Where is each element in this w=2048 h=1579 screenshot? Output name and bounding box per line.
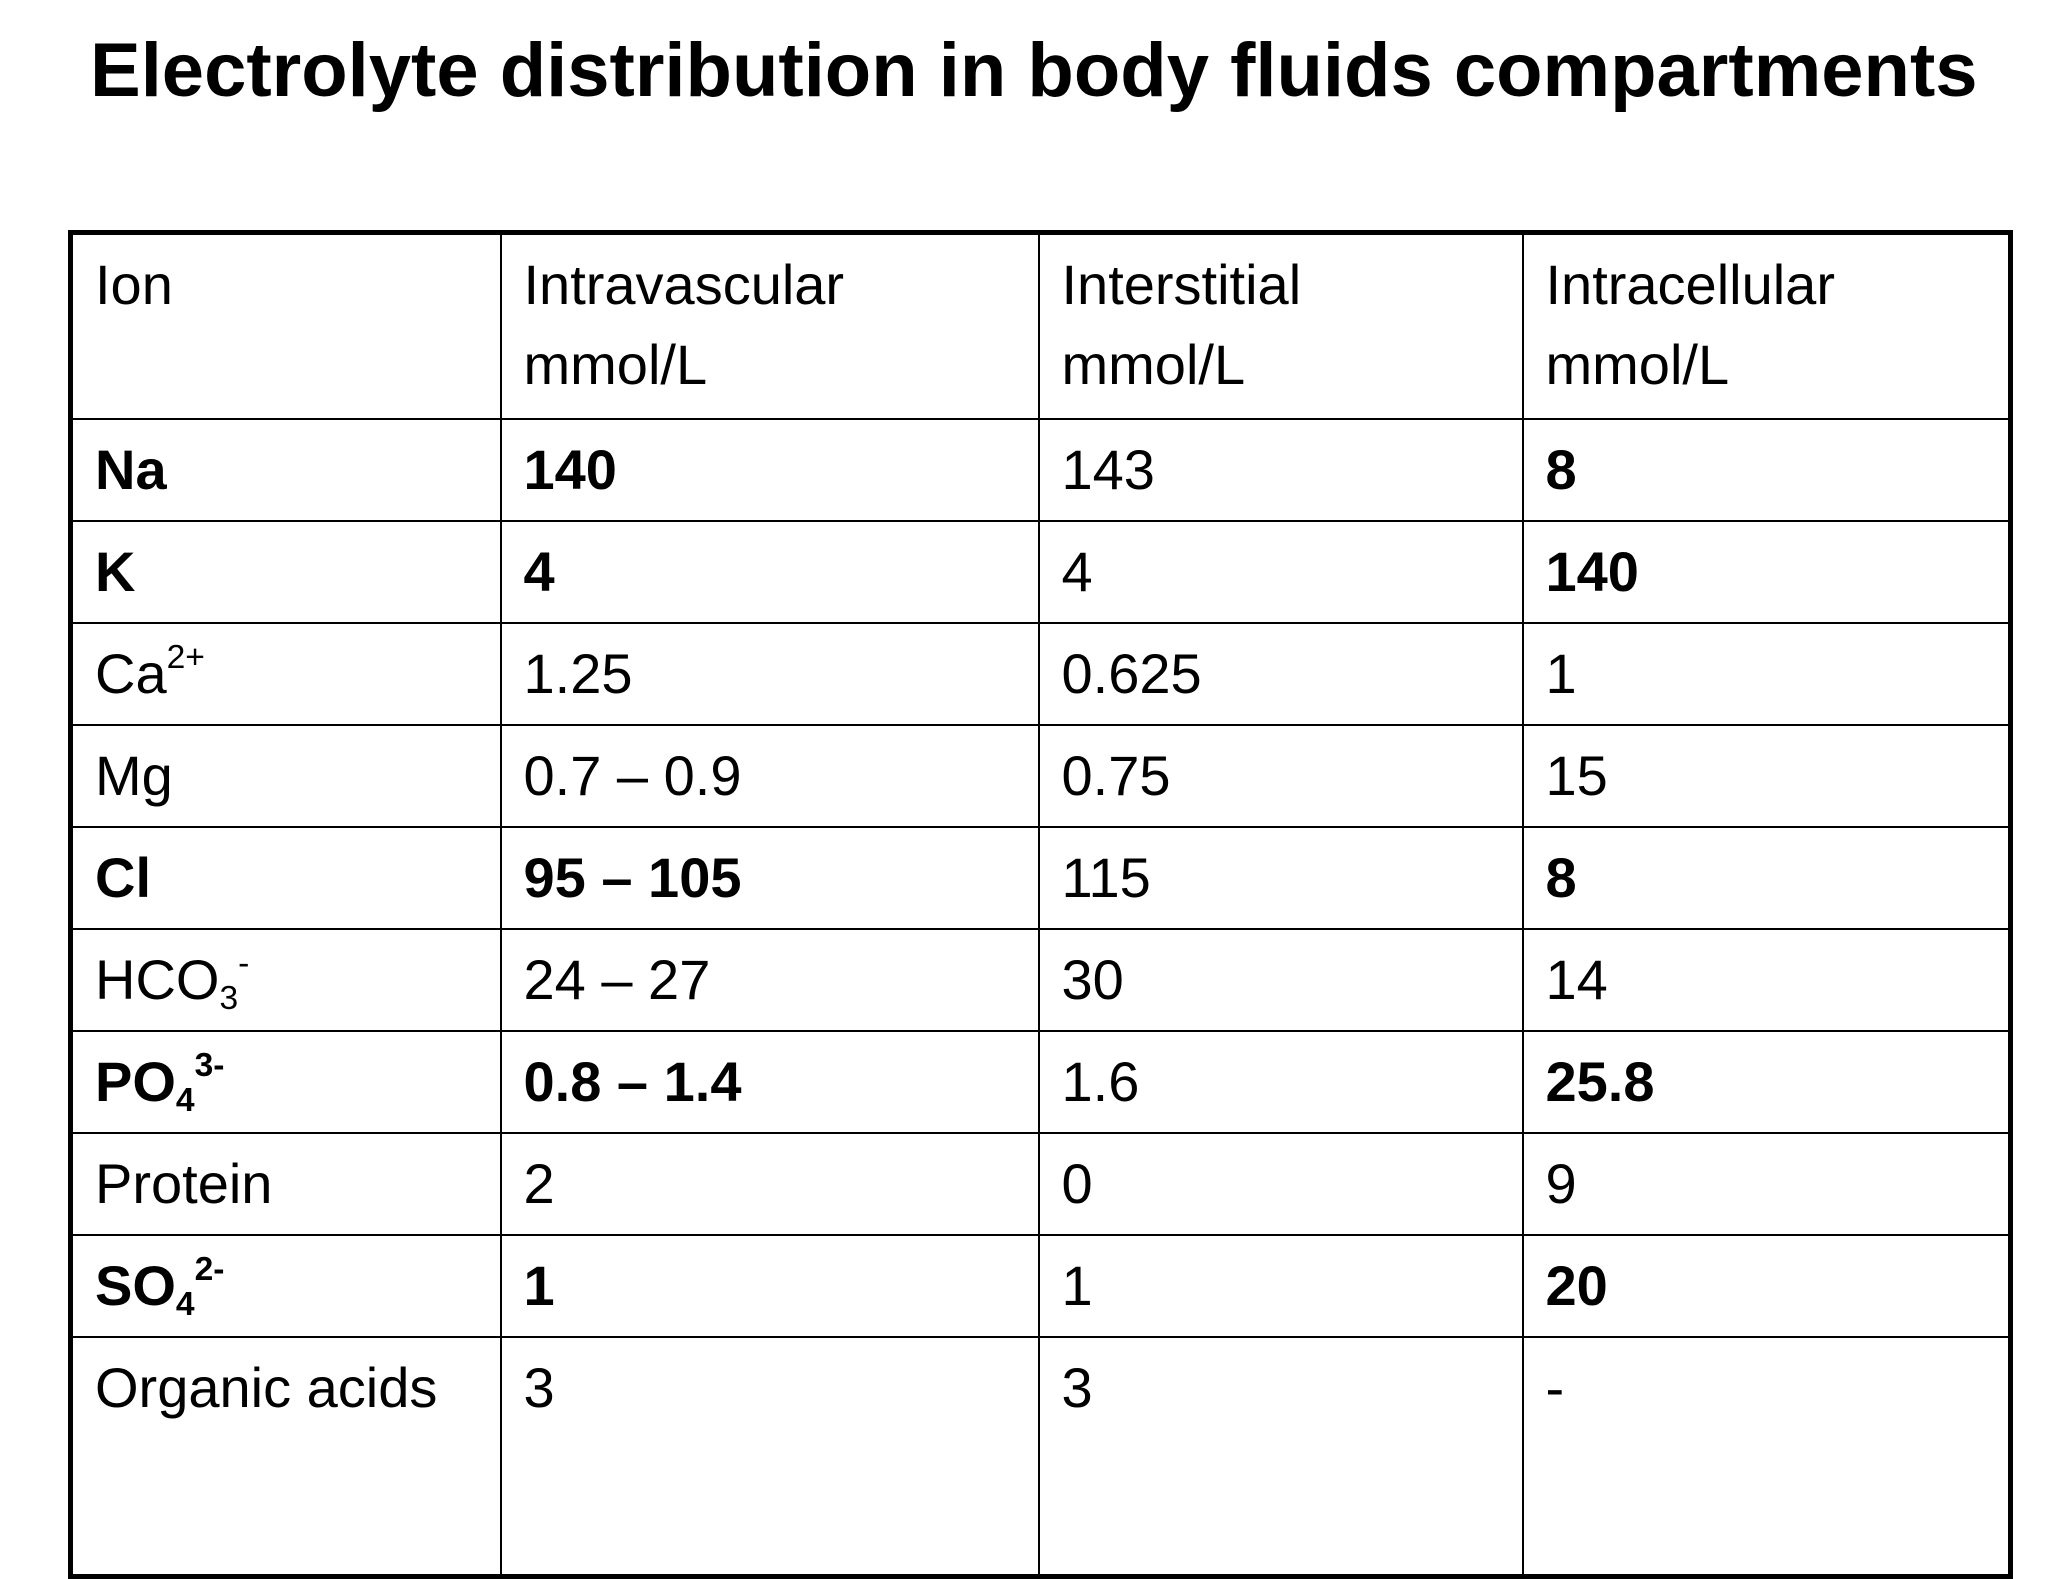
interstitial-cell: 3 — [1039, 1337, 1523, 1577]
intravascular-cell: 1.25 — [501, 623, 1039, 725]
ion-cell: Mg — [71, 725, 501, 827]
table-row — [71, 1031, 2011, 1133]
intracellular-cell: 15 — [1523, 725, 2011, 827]
intravascular-cell: 1 — [501, 1235, 1039, 1337]
intravascular-cell: 140 — [501, 419, 1039, 521]
ion-cell: $SO_4^{2-}$ — [71, 1235, 501, 1337]
header-interstitial: Interstitial mmol/L — [1039, 233, 1523, 419]
slide-title: Electrolyte distribution in body fluids compartments — [90, 28, 1978, 113]
header-intravascular: Intravascular mmol/L — [501, 233, 1039, 419]
interstitial-cell: 1 — [1039, 1235, 1523, 1337]
intracellular-cell: 1 — [1523, 623, 2011, 725]
intravascular-cell: 0.7 – 0.9 — [501, 725, 1039, 827]
table-row — [71, 521, 2011, 623]
intracellular-cell: 8 — [1523, 419, 2011, 521]
intracellular-cell: 9 — [1523, 1133, 2011, 1235]
table-row — [71, 725, 2011, 827]
table-row — [71, 1235, 2011, 1337]
intracellular-cell: 140 — [1523, 521, 2011, 623]
intravascular-cell: 2 — [501, 1133, 1039, 1235]
intracellular-cell: 14 — [1523, 929, 2011, 1031]
interstitial-cell: 0 — [1039, 1133, 1523, 1235]
interstitial-cell: 143 — [1039, 419, 1523, 521]
interstitial-cell: 115 — [1039, 827, 1523, 929]
ion-cell: Cl — [71, 827, 501, 929]
ion-cell: $Ca^{2+}$ — [71, 623, 501, 725]
interstitial-cell: 1.6 — [1039, 1031, 1523, 1133]
ion-cell: K — [71, 521, 501, 623]
intracellular-cell: 8 — [1523, 827, 2011, 929]
intravascular-cell: 24 – 27 — [501, 929, 1039, 1031]
table-row — [71, 929, 2011, 1031]
ion-cell: Organic acids — [71, 1337, 501, 1577]
table-row — [71, 623, 2011, 725]
intravascular-cell: 3 — [501, 1337, 1039, 1577]
intracellular-cell: 20 — [1523, 1235, 2011, 1337]
interstitial-cell: 30 — [1039, 929, 1523, 1031]
table-row — [71, 419, 2011, 521]
intracellular-cell: - — [1523, 1337, 2011, 1577]
electrolyte-table — [68, 230, 2013, 1579]
ion-cell: Protein — [71, 1133, 501, 1235]
intravascular-cell: 95 – 105 — [501, 827, 1039, 929]
intravascular-cell: 4 — [501, 521, 1039, 623]
interstitial-cell: 0.75 — [1039, 725, 1523, 827]
interstitial-cell: 4 — [1039, 521, 1523, 623]
table-header-row — [71, 233, 2011, 419]
table-row — [71, 1337, 2011, 1577]
intracellular-cell: 25.8 — [1523, 1031, 2011, 1133]
header-ion: Ion — [71, 233, 501, 419]
table-row — [71, 827, 2011, 929]
intravascular-cell: 0.8 – 1.4 — [501, 1031, 1039, 1133]
ion-cell: Na — [71, 419, 501, 521]
ion-cell: $PO_4^{3-}$ — [71, 1031, 501, 1133]
header-intracellular: Intracellular mmol/L — [1523, 233, 2011, 419]
interstitial-cell: 0.625 — [1039, 623, 1523, 725]
ion-cell: $HCO_3^-$ — [71, 929, 501, 1031]
table-row — [71, 1133, 2011, 1235]
